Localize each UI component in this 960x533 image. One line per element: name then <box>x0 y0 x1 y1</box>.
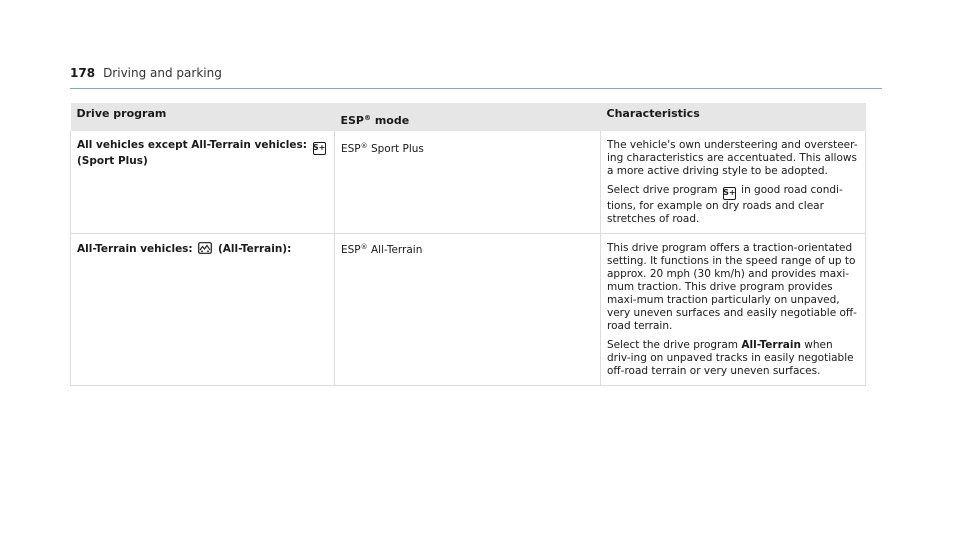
sport-plus-icon: S+ <box>723 187 736 200</box>
table-row <box>71 234 866 386</box>
registered-mark: ® <box>360 142 368 150</box>
column-header-drive-program: Drive program <box>71 103 335 131</box>
program-name-bold: All-Terrain <box>741 339 801 351</box>
characteristics-usage <box>607 184 859 226</box>
section-title: Driving and parking <box>103 66 222 80</box>
esp-label: ESP <box>341 143 361 155</box>
column-header-esp-mode <box>335 103 601 131</box>
usage-text-end: when driv-ing on unpaved tracks in easily negotiable off-road terrain or very uneven surfaces. <box>607 339 854 377</box>
page-header <box>70 66 882 89</box>
esp-label: ESP <box>341 244 361 256</box>
usage-text-start: Select the drive program <box>607 339 742 351</box>
usage-text-end: in good road condi-tions, for example on dry roads and clear stretches of road. <box>607 184 843 225</box>
registered-mark: ® <box>364 114 371 122</box>
drive-program-cell <box>71 131 335 234</box>
program-mode-name: (All-Terrain): <box>214 243 292 255</box>
usage-text-start: Select drive program <box>607 184 721 196</box>
all-terrain-icon <box>198 242 212 254</box>
esp-mode-name: All-Terrain <box>367 244 423 256</box>
table-row <box>71 131 866 234</box>
drive-program-table <box>70 103 866 386</box>
table-header-row <box>71 103 866 131</box>
mode-label: mode <box>371 114 410 127</box>
sport-plus-icon: S+ <box>313 142 326 155</box>
characteristics-cell <box>601 234 866 386</box>
page-number: 178 <box>70 66 96 80</box>
program-mode-name: (Sport Plus) <box>77 154 148 167</box>
esp-mode-name: Sport Plus <box>367 143 424 155</box>
characteristics-text: The vehicle's own understeering and oversteer-ing characteristics are accentuated. This allows a more active driving style to be adopted. <box>607 139 858 177</box>
column-header-characteristics: Characteristics <box>601 103 866 131</box>
program-name: All-Terrain vehicles: <box>77 243 197 255</box>
registered-mark: ® <box>360 243 368 251</box>
drive-program-cell <box>71 234 335 386</box>
characteristics-usage <box>607 339 859 378</box>
esp-mode-cell <box>335 131 601 234</box>
program-name: All vehicles except All-Terrain vehicles: <box>77 139 311 151</box>
characteristics-cell <box>601 131 866 234</box>
esp-label: ESP <box>340 114 364 127</box>
characteristics-text: This drive program offers a traction-orientated setting. It functions in the speed range of up to approx. 20 mph (30 km/h) and provides maxi-mum traction. This drive program provides maxi-mum traction particularly on unpaved, very uneven surfaces and easily negotiable off-road terrain. <box>607 242 857 332</box>
esp-mode-cell <box>335 234 601 386</box>
